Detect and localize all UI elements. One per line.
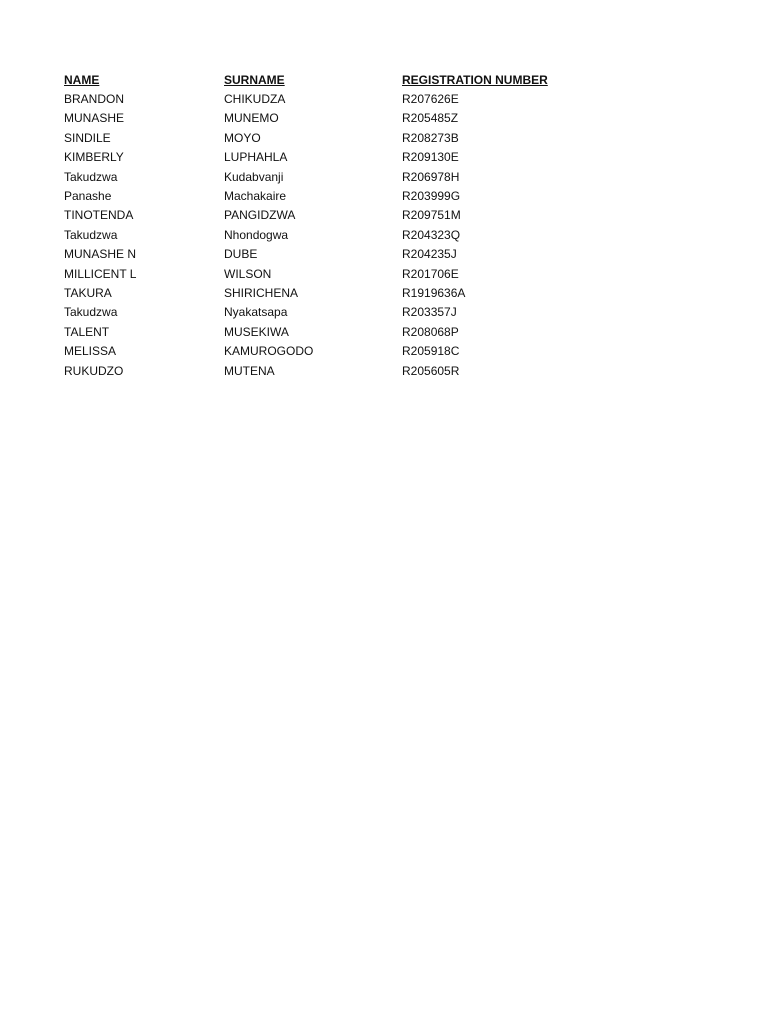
table-row — [64, 89, 624, 108]
table-row — [64, 186, 624, 205]
cell-registration-number: R203999G — [402, 189, 461, 204]
cell-surname: DUBE — [224, 247, 258, 262]
cell-registration-number: R209130E — [402, 150, 459, 165]
cell-name: TAKURA — [64, 285, 112, 300]
cell-name: BRANDON — [64, 92, 125, 107]
cell-surname: MOYO — [224, 130, 261, 145]
cell-name: MILLICENT L — [64, 266, 137, 281]
table-row — [64, 128, 624, 147]
cell-registration-number: R208273B — [402, 130, 459, 145]
cell-registration-number: R208068P — [402, 324, 459, 339]
cell-surname: MUNEMO — [224, 111, 279, 126]
cell-surname: MUTENA — [224, 363, 275, 378]
table-row — [64, 283, 624, 302]
cell-surname: Nhondogwa — [224, 227, 289, 242]
cell-surname: LUPHAHLA — [224, 150, 288, 165]
header-registration-number: REGISTRATION NUMBER — [402, 72, 548, 87]
cell-registration-number: R206978H — [402, 169, 460, 184]
cell-registration-number: R207626E — [402, 92, 459, 107]
cell-surname: Kudabvanji — [224, 169, 284, 184]
table-row — [64, 225, 624, 244]
table-row — [64, 322, 624, 341]
cell-name: KIMBERLY — [64, 150, 124, 165]
table-row — [64, 341, 624, 360]
cell-registration-number: R205485Z — [402, 111, 459, 126]
cell-name: TALENT — [64, 324, 110, 339]
table-row — [64, 245, 624, 264]
cell-name: SINDILE — [64, 130, 111, 145]
cell-surname: KAMUROGODO — [224, 344, 314, 359]
table-row — [64, 109, 624, 128]
table-row — [64, 361, 624, 380]
cell-registration-number: R201706E — [402, 266, 459, 281]
cell-name: TINOTENDA — [64, 208, 134, 223]
cell-surname: SHIRICHENA — [224, 285, 299, 300]
cell-registration-number: R203357J — [402, 305, 457, 320]
cell-surname: WILSON — [224, 266, 272, 281]
cell-registration-number: R209751M — [402, 208, 461, 223]
table-row — [64, 303, 624, 322]
cell-registration-number: R204323Q — [402, 227, 461, 242]
cell-name: Takudzwa — [64, 227, 118, 242]
header-surname: SURNAME — [224, 72, 285, 87]
cell-name: MUNASHE N — [64, 247, 137, 262]
cell-surname: Nyakatsapa — [224, 305, 288, 320]
cell-surname: MUSEKIWA — [224, 324, 289, 339]
cell-name: MELISSA — [64, 344, 117, 359]
student-table — [64, 70, 624, 380]
cell-registration-number: R205605R — [402, 363, 460, 378]
cell-surname: Machakaire — [224, 189, 287, 204]
table-row — [64, 167, 624, 186]
cell-surname: CHIKUDZA — [224, 92, 286, 107]
cell-name: MUNASHE — [64, 111, 125, 126]
table-row — [64, 148, 624, 167]
table-row — [64, 206, 624, 225]
cell-name: RUKUDZO — [64, 363, 124, 378]
cell-registration-number: R1919636A — [402, 285, 466, 300]
cell-name: Takudzwa — [64, 169, 118, 184]
table-row — [64, 264, 624, 283]
cell-registration-number: R204235J — [402, 247, 457, 262]
cell-registration-number: R205918C — [402, 344, 460, 359]
cell-name: Panashe — [64, 189, 112, 204]
cell-name: Takudzwa — [64, 305, 118, 320]
header-name: NAME — [64, 72, 100, 87]
table-header-row — [64, 70, 624, 89]
cell-surname: PANGIDZWA — [224, 208, 296, 223]
